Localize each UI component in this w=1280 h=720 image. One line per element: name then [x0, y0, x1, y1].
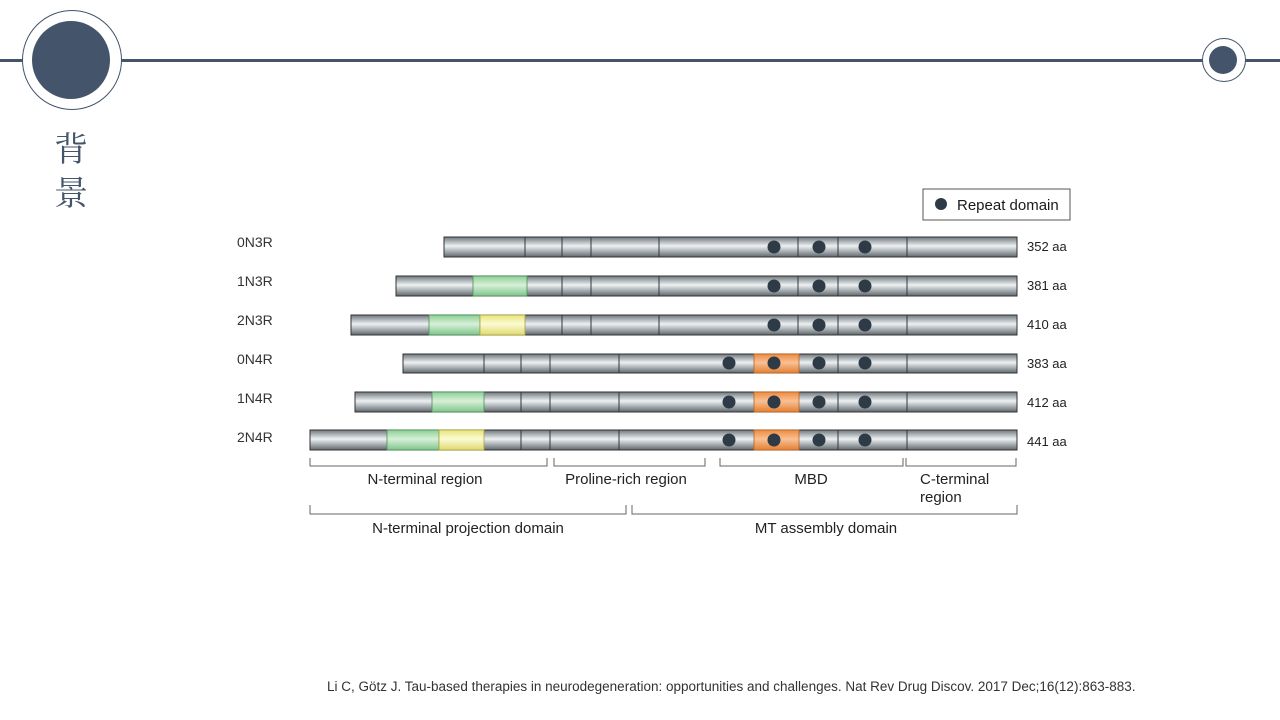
bracket-projection-domain [310, 505, 626, 514]
region-label-mbd: MBD [794, 471, 828, 488]
repeat-dot [859, 319, 872, 332]
region-label-proline-rich: Proline-rich region [565, 471, 687, 488]
legend-dot-icon [935, 198, 947, 210]
isoform-name: 0N3R [237, 234, 273, 250]
slide-title: 背 景 [54, 130, 88, 214]
isoform-length: 381 aa [1027, 278, 1067, 293]
repeat-dot [813, 319, 826, 332]
repeat-dot [768, 396, 781, 409]
isoform-length: 412 aa [1027, 395, 1067, 410]
repeat-dot [768, 357, 781, 370]
isoform-bar [444, 237, 1017, 257]
region-label-n-terminal: N-terminal region [367, 471, 483, 488]
repeat-dot [859, 280, 872, 293]
repeat-dot [859, 434, 872, 447]
n1-insert [473, 276, 527, 296]
domain-label-projection: N-terminal projection domain [372, 520, 564, 537]
repeat-dot [813, 357, 826, 370]
isoform-name: 1N3R [237, 273, 273, 289]
isoform-length: 441 aa [1027, 434, 1067, 449]
repeat-dot [859, 396, 872, 409]
citation-text: Li C, Götz J. Tau-based therapies in neurodegeneration: opportunities and challenges. Nat Rev Drug Discov. 2017 Dec;16(12):863-883. [327, 679, 1136, 694]
repeat-dot [813, 241, 826, 254]
bracket-proline-rich-region [554, 458, 705, 466]
repeat-dot [723, 357, 736, 370]
isoform-name: 2N3R [237, 312, 273, 328]
legend-label: Repeat domain [957, 197, 1059, 214]
repeat-dot [768, 434, 781, 447]
n1-insert [432, 392, 484, 412]
repeat-dot [723, 396, 736, 409]
isoform-name: 1N4R [237, 390, 273, 406]
repeat-dot [813, 280, 826, 293]
repeat-dot [723, 434, 736, 447]
repeat-dot [768, 319, 781, 332]
bracket-n-terminal-region [310, 458, 547, 466]
bracket-c-terminal-region [906, 458, 1016, 466]
n1-insert [387, 430, 439, 450]
isoform-name: 0N4R [237, 351, 273, 367]
repeat-dot [768, 241, 781, 254]
region-label-c-terminal-line1: C-terminal [920, 471, 990, 488]
isoform-name: 2N4R [237, 429, 273, 445]
n2-insert [480, 315, 525, 335]
bracket-assembly-domain [632, 505, 1017, 514]
isoform-length: 352 aa [1027, 239, 1067, 254]
region-label-c-terminal-line2: region [920, 489, 962, 506]
isoform-length: 410 aa [1027, 317, 1067, 332]
repeat-dot [859, 357, 872, 370]
domain-label-assembly: MT assembly domain [754, 520, 898, 537]
n2-insert [439, 430, 484, 450]
bracket-mbd [720, 458, 903, 466]
repeat-dot [859, 241, 872, 254]
repeat-dot [768, 280, 781, 293]
repeat-dot [813, 434, 826, 447]
n1-insert [429, 315, 480, 335]
isoform-length: 383 aa [1027, 356, 1067, 371]
repeat-dot [813, 396, 826, 409]
isoform-bar [403, 354, 1017, 373]
